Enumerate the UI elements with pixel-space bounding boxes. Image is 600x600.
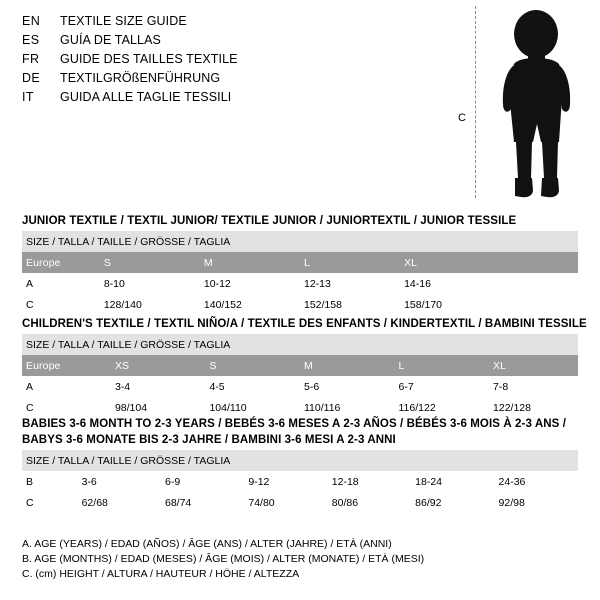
section-title: CHILDREN'S TEXTILE / TEXTIL NIÑO/A / TEXTILE DES ENFANTS / KINDERTEXTIL / BAMBINI TESSILE (22, 318, 587, 330)
language-code: ES (22, 33, 40, 47)
legend-line-b: B. AGE (MONTHS) / EDAD (MESES) / ÂGE (MOIS) / ALTER (MONATE) / ETÀ (MESI) (22, 553, 425, 565)
cell: 122/128 (489, 397, 578, 418)
column-header: Europe (22, 355, 111, 376)
column-header: XS (111, 355, 206, 376)
cell: 74/80 (244, 492, 327, 513)
section-junior (22, 215, 578, 315)
column-header: L (395, 355, 490, 376)
cell: 128/140 (100, 294, 200, 315)
cell: 6-7 (395, 376, 490, 397)
table-subheader-row (22, 231, 578, 252)
language-text: GUIDE DES TAILLES TEXTILE (60, 52, 238, 66)
cell: 158/170 (400, 294, 500, 315)
language-code: FR (22, 52, 40, 66)
column-header: L (300, 252, 400, 273)
measurement-figure (440, 6, 590, 206)
junior-size-table (22, 231, 578, 315)
cell: 4-5 (205, 376, 300, 397)
column-header: S (205, 355, 300, 376)
section-title-line2: BABYS 3-6 MONATE BIS 2-3 JAHRE / BAMBINI 3-6 MESI A 2-3 ANNI (22, 434, 396, 446)
cell: 9-12 (244, 471, 327, 492)
legend-line-a: A. AGE (YEARS) / EDAD (AÑOS) / ÂGE (ANS) / ALTER (JAHRE) / ETÀ (ANNI) (22, 538, 392, 550)
cell: 98/104 (111, 397, 206, 418)
cell: 68/74 (161, 492, 244, 513)
table-subheader-row (22, 450, 578, 471)
row-label: C (22, 492, 78, 513)
cell: 3-4 (111, 376, 206, 397)
cell: 12-18 (328, 471, 411, 492)
language-text: TEXTILGRÖßENFÜHRUNG (60, 71, 221, 85)
cell: 110/116 (300, 397, 395, 418)
column-header: XL (489, 355, 578, 376)
cell: 5-6 (300, 376, 395, 397)
toddler-silhouette-icon (488, 8, 588, 204)
row-label: A (22, 273, 100, 294)
table-row (22, 471, 578, 492)
cell-empty (500, 294, 578, 315)
language-row (22, 12, 422, 31)
table-subheader-row (22, 334, 578, 355)
cell: 24-36 (495, 471, 578, 492)
language-row (22, 31, 422, 50)
language-text: GUÍA DE TALLAS (60, 33, 161, 47)
cell-empty (500, 273, 578, 294)
table-header-row (22, 355, 578, 376)
measure-label-c: C (458, 112, 466, 124)
cell: 3-6 (78, 471, 161, 492)
legend-line-c: C. (cm) HEIGHT / ALTURA / HAUTEUR / HÖHE / ALTEZZA (22, 568, 300, 580)
cell: 116/122 (395, 397, 490, 418)
cell: 86/92 (411, 492, 494, 513)
section-title: BABIES 3-6 MONTH TO 2-3 YEARS / BEBÉS 3-6 MESES A 2-3 AÑOS / BÉBÉS 3-6 MOIS À 2-3 ANS / (22, 418, 566, 430)
language-header (22, 12, 422, 107)
row-label: B (22, 471, 78, 492)
row-label: A (22, 376, 111, 397)
table-row (22, 273, 578, 294)
section-babies (22, 418, 578, 513)
cell: 62/68 (78, 492, 161, 513)
legend-footer (22, 537, 582, 582)
row-label: C (22, 397, 111, 418)
cell: 152/158 (300, 294, 400, 315)
table-row (22, 397, 578, 418)
cell: 10-12 (200, 273, 300, 294)
cell: 8-10 (100, 273, 200, 294)
language-code: DE (22, 71, 41, 85)
language-code: EN (22, 14, 41, 28)
language-row (22, 88, 422, 107)
table-row (22, 376, 578, 397)
cell: 12-13 (300, 273, 400, 294)
cell: 92/98 (495, 492, 578, 513)
babies-size-table (22, 450, 578, 513)
language-text: GUIDA ALLE TAGLIE TESSILI (60, 90, 232, 104)
section-children (22, 318, 587, 418)
section-title: JUNIOR TEXTILE / TEXTIL JUNIOR/ TEXTILE JUNIOR / JUNIORTEXTIL / JUNIOR TESSILE (22, 215, 517, 227)
children-size-table (22, 334, 578, 418)
cell: 140/152 (200, 294, 300, 315)
subheader-label: SIZE / TALLA / TAILLE / GRÖSSE / TAGLIA (22, 231, 578, 252)
subheader-label: SIZE / TALLA / TAILLE / GRÖSSE / TAGLIA (22, 450, 578, 471)
table-row (22, 294, 578, 315)
cell: 6-9 (161, 471, 244, 492)
cell: 7-8 (489, 376, 578, 397)
language-code: IT (22, 90, 34, 104)
height-measure-line (475, 6, 476, 198)
language-row (22, 50, 422, 69)
column-header-empty (500, 252, 578, 273)
language-row (22, 69, 422, 88)
cell: 18-24 (411, 471, 494, 492)
cell: 80/86 (328, 492, 411, 513)
subheader-label: SIZE / TALLA / TAILLE / GRÖSSE / TAGLIA (22, 334, 578, 355)
column-header: XL (400, 252, 500, 273)
row-label: C (22, 294, 100, 315)
language-text: TEXTILE SIZE GUIDE (60, 14, 187, 28)
table-row (22, 492, 578, 513)
cell: 104/110 (205, 397, 300, 418)
column-header: M (200, 252, 300, 273)
table-header-row (22, 252, 578, 273)
column-header: Europe (22, 252, 100, 273)
column-header: S (100, 252, 200, 273)
cell: 14-16 (400, 273, 500, 294)
column-header: M (300, 355, 395, 376)
